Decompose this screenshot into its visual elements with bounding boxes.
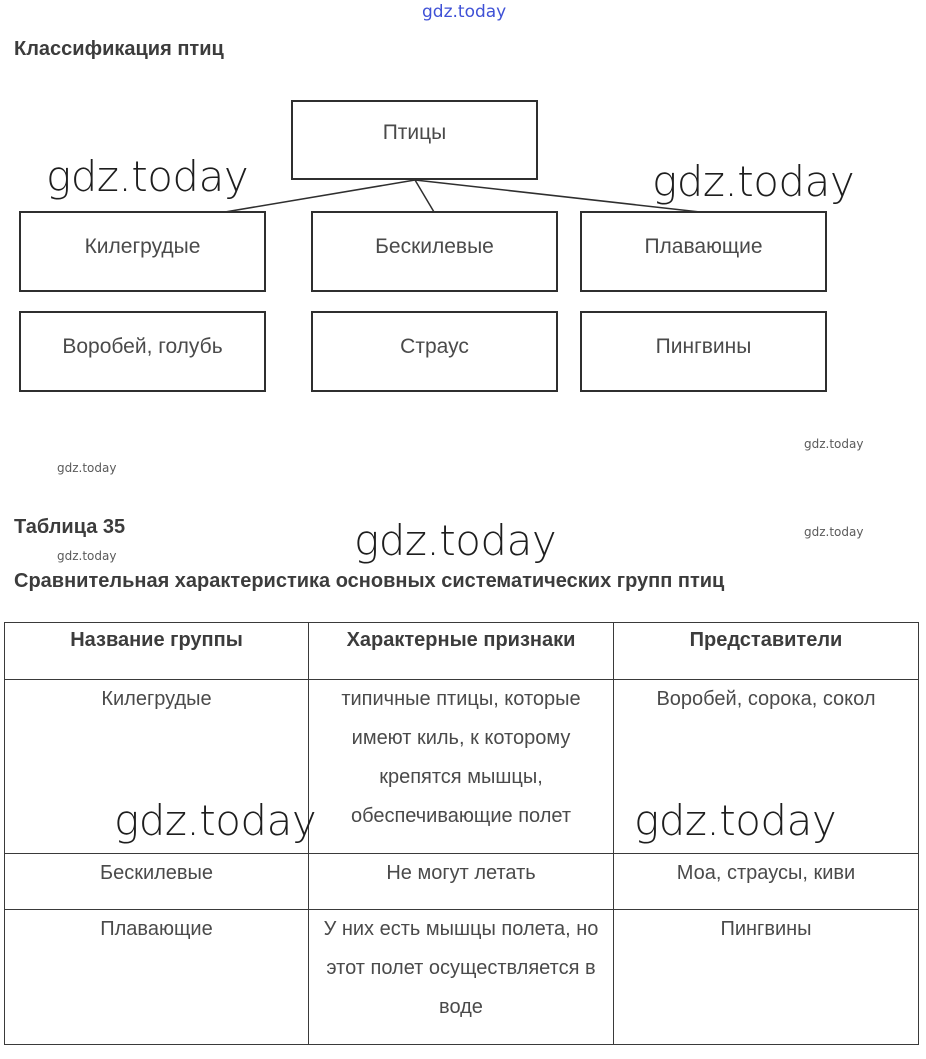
- watermark-big: gdz.today: [634, 796, 837, 845]
- diagram-example-label: Пингвины: [655, 335, 752, 358]
- diagram-root-box: [291, 100, 538, 180]
- watermark-big: gdz.today: [652, 157, 855, 206]
- table-cell-features: Не могут летать: [309, 854, 614, 910]
- table-cell-name: Бескилевые: [5, 854, 309, 910]
- watermark-small: gdz.today: [804, 525, 864, 539]
- watermark-small: gdz.today: [804, 437, 864, 451]
- diagram-group-label: Килегрудые: [84, 235, 201, 258]
- table-cell-representatives: Воробей, сорока, сокол: [614, 680, 919, 854]
- table-header-cell: Характерные признаки: [309, 623, 614, 680]
- diagram-group-label: Бескилевые: [375, 235, 494, 258]
- diagram-example-box: [580, 311, 827, 392]
- diagram-group-box: [580, 211, 827, 292]
- diagram-example-label: Воробей, голубь: [62, 335, 223, 358]
- diagram-group-box: [19, 211, 266, 292]
- table-header-row: [5, 623, 919, 680]
- table-number: Таблица 35: [14, 516, 126, 538]
- table-cell-representatives: Моа, страусы, киви: [614, 854, 919, 910]
- table-header-cell: Представители: [614, 623, 919, 680]
- watermark-big: gdz.today: [354, 516, 557, 565]
- diagram-title: Классификация птиц: [14, 38, 224, 60]
- table-cell-name: Килегрудые: [5, 680, 309, 854]
- watermark-small: gdz.today: [57, 549, 117, 563]
- watermark-small: gdz.today: [57, 461, 117, 475]
- table-header-cell: Название группы: [5, 623, 309, 680]
- diagram-group-box: [311, 211, 558, 292]
- watermark-top: gdz.today: [422, 2, 507, 22]
- table-title: Сравнительная характеристика основных систематических групп птиц: [14, 570, 725, 592]
- table-row: [5, 910, 919, 1045]
- table-cell-features: У них есть мышцы полета, но этот полет осуществляется в воде: [309, 910, 614, 1045]
- diagram-example-label: Страус: [400, 335, 469, 358]
- table-cell-representatives: Пингвины: [614, 910, 919, 1045]
- diagram-group-label: Плавающие: [644, 235, 763, 258]
- watermark-big: gdz.today: [114, 796, 317, 845]
- connector-line: [415, 180, 434, 212]
- table-cell-name: Плавающие: [5, 910, 309, 1045]
- connector-line: [225, 180, 415, 212]
- diagram-root-label: Птицы: [382, 121, 447, 144]
- table-row: [5, 854, 919, 910]
- diagram-example-box: [311, 311, 558, 392]
- diagram-example-box: [19, 311, 266, 392]
- table-cell-features: типичные птицы, которые имеют киль, к которому крепятся мышцы, обеспечивающие полет: [309, 680, 614, 854]
- watermark-big: gdz.today: [46, 152, 249, 201]
